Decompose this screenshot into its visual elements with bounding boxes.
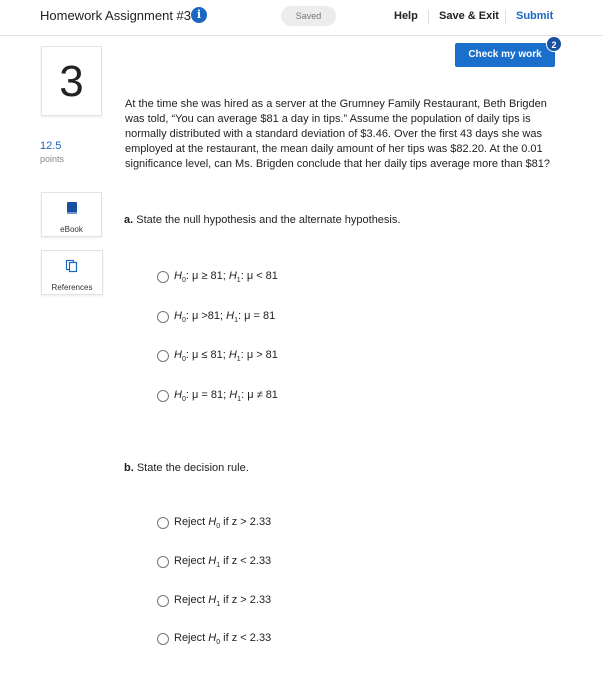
submit-link[interactable]: Submit: [516, 10, 554, 22]
radio-button[interactable]: [157, 633, 169, 645]
ebook-button[interactable]: [41, 192, 102, 237]
radio-button[interactable]: [157, 595, 169, 607]
part-b-letter: b.: [124, 462, 134, 474]
help-link[interactable]: Help: [394, 10, 418, 22]
hypothesis-option-1[interactable]: [157, 270, 278, 284]
radio-button[interactable]: [157, 390, 169, 402]
references-button[interactable]: [41, 250, 103, 295]
radio-button[interactable]: [157, 556, 169, 568]
part-a-prompt: [124, 214, 400, 226]
assignment-title: Homework Assignment #3: [40, 8, 192, 23]
option-text: Reject $H_0$ if z < 2.33: [174, 631, 272, 647]
check-count-badge: 2: [546, 36, 562, 52]
radio-button[interactable]: [157, 350, 169, 362]
radio-button[interactable]: [157, 311, 169, 323]
decision-option-2[interactable]: [157, 555, 271, 569]
option-text: $H_0$: μ ≤ 81; $H_1$: μ > 81: [174, 348, 278, 364]
option-text: Reject $H_1$ if z < 2.33: [174, 554, 272, 570]
check-my-work-button[interactable]: Check my work: [455, 43, 555, 67]
radio-button[interactable]: [157, 517, 169, 529]
decision-option-3[interactable]: [157, 594, 271, 608]
save-exit-link[interactable]: Save & Exit: [439, 10, 499, 22]
part-a-text: State the null hypothesis and the alternate hypothesis.: [136, 214, 401, 226]
question-number: 3: [41, 46, 102, 116]
question-text: At the time she was hired as a server at the Grumney Family Restaurant, Beth Brigden was told, “You can average $81 a day in tips.” Assume the population of daily tips is normally distributed with a standard deviation of $3.46. Over the first 43 days she was employed at the restaurant, the mean daily amount of her tips was $82.20. At the 0.01 significance level, can Ms. Brigden conclude that her daily tips average more than $81?: [125, 98, 550, 170]
points-value: 12.5: [40, 140, 62, 152]
hypothesis-option-2[interactable]: [157, 310, 275, 324]
top-bar: [0, 0, 603, 36]
option-text: Reject $H_0$ if z > 2.33: [174, 515, 272, 531]
hypothesis-option-3[interactable]: [157, 349, 278, 363]
part-b-text: State the decision rule.: [136, 462, 249, 474]
ebook-label: eBook: [60, 225, 83, 234]
info-icon[interactable]: i: [191, 7, 207, 23]
references-label: References: [51, 283, 93, 292]
radio-button[interactable]: [157, 271, 169, 283]
decision-option-4[interactable]: [157, 632, 271, 646]
part-b-prompt: [124, 462, 249, 474]
nav-divider: [428, 10, 429, 24]
book-icon: [65, 201, 79, 215]
saved-status-badge: Saved: [281, 6, 336, 26]
option-text: $H_0$: μ = 81; $H_1$: μ ≠ 81: [174, 388, 278, 404]
part-a-letter: a.: [124, 214, 134, 226]
nav-divider: [505, 10, 506, 24]
decision-option-1[interactable]: [157, 516, 271, 530]
option-text: $H_0$: μ >81; $H_1$: μ = 81: [174, 309, 276, 325]
documents-icon: [65, 259, 79, 273]
option-text: $H_0$: μ ≥ 81; $H_1$: μ < 81: [174, 269, 278, 285]
hypothesis-option-4[interactable]: [157, 389, 278, 403]
points-label: points: [40, 154, 65, 164]
option-text: Reject $H_1$ if z > 2.33: [174, 593, 272, 609]
